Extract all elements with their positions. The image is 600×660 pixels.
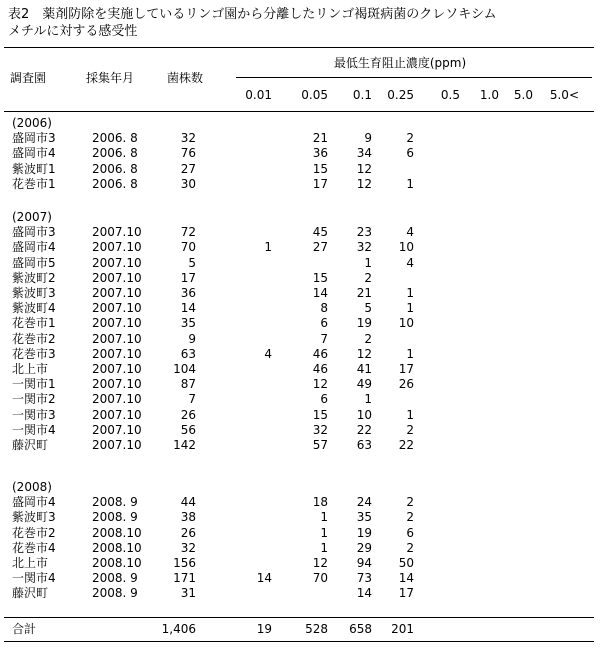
mic-value: 34 [356,146,372,160]
orchard-name: 一関市4 [12,571,56,585]
collection-date: 2008. 9 [92,510,138,524]
mic-value: 41 [356,362,372,376]
mic-value: 49 [356,377,372,391]
total-value: 19 [256,622,272,636]
total-value: 201 [391,622,414,636]
rule-subheader [236,77,592,78]
collection-date: 2007.10 [92,271,142,285]
header-concentration: 5.0 [513,88,533,102]
strain-count: 30 [180,177,196,191]
mic-value: 21 [312,131,328,145]
mic-value: 10 [356,408,372,422]
collection-date: 2007.10 [92,256,142,270]
collection-date: 2007.10 [92,225,142,239]
collection-date: 2007.10 [92,240,142,254]
strain-count: 36 [180,286,196,300]
mic-value: 12 [312,377,328,391]
mic-value: 8 [320,301,328,315]
mic-value: 14 [398,571,414,585]
mic-value: 45 [312,225,328,239]
mic-value: 36 [312,146,328,160]
orchard-name: 一関市2 [12,392,56,406]
mic-value: 32 [312,423,328,437]
mic-value: 2 [406,510,414,524]
mic-value: 6 [320,392,328,406]
header-mic-group: 最低生育阻止濃度(ppm) [333,56,467,70]
strain-count: 156 [173,556,196,570]
mic-value: 12 [356,347,372,361]
orchard-name: 藤沢町 [12,586,49,600]
mic-value: 17 [312,177,328,191]
orchard-name: 花巻市1 [12,177,56,191]
mic-value: 26 [398,377,414,391]
mic-value: 10 [398,316,414,330]
collection-date: 2007.10 [92,301,142,315]
mic-value: 2 [406,541,414,555]
mic-value: 94 [356,556,372,570]
mic-value: 29 [356,541,372,555]
mic-value: 1 [364,256,372,270]
header-count: 菌株数 [167,71,204,85]
orchard-name: 紫波町2 [12,271,56,285]
orchard-name: 盛岡市4 [12,495,56,509]
strain-count: 26 [180,408,196,422]
rule-header-bottom [4,111,594,112]
strain-count: 32 [180,541,196,555]
collection-date: 2008. 9 [92,495,138,509]
strain-count: 70 [180,240,196,254]
mic-value: 1 [364,392,372,406]
mic-value: 1 [320,541,328,555]
mic-value: 23 [356,225,372,239]
strain-count: 17 [180,271,196,285]
header-concentration: 5.0< [549,88,579,102]
strain-count: 72 [180,225,196,239]
orchard-name: 紫波町3 [12,510,56,524]
mic-value: 4 [406,225,414,239]
mic-value: 27 [312,240,328,254]
mic-value: 7 [320,332,328,346]
mic-value: 19 [356,526,372,540]
mic-value: 32 [356,240,372,254]
mic-value: 1 [406,286,414,300]
mic-value: 2 [406,131,414,145]
mic-value: 19 [356,316,372,330]
mic-value: 5 [364,301,372,315]
collection-date: 2007.10 [92,408,142,422]
mic-value: 4 [264,347,272,361]
mic-value: 22 [398,438,414,452]
header-concentration: 0.5 [440,88,460,102]
collection-date: 2006. 8 [92,131,138,145]
header-date: 採集年月 [86,71,135,85]
mic-value: 1 [406,301,414,315]
year-label: (2008) [12,480,52,494]
year-label: (2006) [12,116,52,130]
mic-value: 24 [356,495,372,509]
strain-count: 56 [180,423,196,437]
collection-date: 2008. 9 [92,571,138,585]
collection-date: 2007.10 [92,392,142,406]
mic-value: 14 [312,286,328,300]
orchard-name: 盛岡市3 [12,225,56,239]
collection-date: 2007.10 [92,347,142,361]
rule-total-top [4,617,594,618]
mic-value: 57 [312,438,328,452]
collection-date: 2006. 8 [92,177,138,191]
mic-value: 22 [356,423,372,437]
table-caption [8,6,593,40]
strain-count: 44 [180,495,196,509]
mic-value: 1 [406,408,414,422]
mic-value: 6 [320,316,328,330]
strain-count: 27 [180,162,196,176]
collection-date: 2007.10 [92,423,142,437]
strain-count: 35 [180,316,196,330]
header-orchard: 調査園 [10,71,47,85]
mic-value: 15 [312,162,328,176]
total-label: 合計 [12,622,37,636]
mic-value: 46 [312,362,328,376]
strain-count: 32 [180,131,196,145]
mic-value: 63 [356,438,372,452]
collection-date: 2006. 8 [92,146,138,160]
collection-date: 2008.10 [92,541,142,555]
strain-count: 76 [180,146,196,160]
total-value: 528 [305,622,328,636]
orchard-name: 北上市 [12,556,49,570]
orchard-name: 紫波町3 [12,286,56,300]
caption-line-1: 表2 薬剤防除を実施しているリンゴ園から分離したリンゴ褐斑病菌のクレソキシム [8,7,497,22]
strain-count: 171 [173,571,196,585]
mic-value: 12 [356,162,372,176]
mic-value: 2 [406,495,414,509]
collection-date: 2007.10 [92,362,142,376]
mic-value: 14 [356,586,372,600]
collection-date: 2007.10 [92,438,142,452]
mic-value: 4 [406,256,414,270]
mic-value: 1 [406,177,414,191]
mic-value: 17 [398,586,414,600]
orchard-name: 花巻市2 [12,526,56,540]
mic-value: 15 [312,408,328,422]
orchard-name: 一関市1 [12,377,56,391]
strain-count: 31 [180,586,196,600]
mic-value: 12 [356,177,372,191]
orchard-name: 花巻市2 [12,332,56,346]
mic-value: 70 [312,571,328,585]
header-concentration: 0.01 [245,88,272,102]
mic-value: 46 [312,347,328,361]
collection-date: 2008. 9 [92,586,138,600]
mic-value: 35 [356,510,372,524]
orchard-name: 一関市4 [12,423,56,437]
orchard-name: 紫波町1 [12,162,56,176]
collection-date: 2008.10 [92,556,142,570]
mic-value: 14 [256,571,272,585]
orchard-name: 花巻市1 [12,316,56,330]
total-count: 1,406 [161,622,196,636]
mic-value: 10 [398,240,414,254]
strain-count: 142 [173,438,196,452]
header-concentration: 0.1 [352,88,372,102]
mic-value: 73 [356,571,372,585]
orchard-name: 花巻市4 [12,541,56,555]
mic-value: 2 [406,423,414,437]
strain-count: 26 [180,526,196,540]
orchard-name: 花巻市3 [12,347,56,361]
collection-date: 2007.10 [92,286,142,300]
rule-top [4,47,594,48]
strain-count: 7 [188,392,196,406]
strain-count: 38 [180,510,196,524]
orchard-name: 一関市3 [12,408,56,422]
mic-value: 1 [406,347,414,361]
mic-value: 18 [312,495,328,509]
collection-date: 2007.10 [92,316,142,330]
mic-value: 17 [398,362,414,376]
caption-line-2: メチルに対する感受性 [8,24,138,39]
mic-value: 6 [406,526,414,540]
orchard-name: 盛岡市4 [12,146,56,160]
collection-date: 2007.10 [92,377,142,391]
strain-count: 104 [173,362,196,376]
mic-value: 1 [320,526,328,540]
orchard-name: 盛岡市4 [12,240,56,254]
header-concentration: 0.05 [301,88,328,102]
mic-value: 6 [406,146,414,160]
orchard-name: 紫波町4 [12,301,56,315]
strain-count: 14 [180,301,196,315]
header-concentration: 1.0 [479,88,499,102]
mic-value: 50 [398,556,414,570]
collection-date: 2006. 8 [92,162,138,176]
orchard-name: 藤沢町 [12,438,49,452]
mic-value: 12 [312,556,328,570]
strain-count: 87 [180,377,196,391]
mic-value: 1 [264,240,272,254]
orchard-name: 盛岡市3 [12,131,56,145]
collection-date: 2007.10 [92,332,142,346]
mic-value: 2 [364,332,372,346]
total-value: 658 [349,622,372,636]
mic-value: 21 [356,286,372,300]
strain-count: 5 [188,256,196,270]
orchard-name: 盛岡市5 [12,256,56,270]
collection-date: 2008.10 [92,526,142,540]
strain-count: 63 [180,347,196,361]
orchard-name: 北上市 [12,362,49,376]
mic-value: 9 [364,131,372,145]
mic-value: 15 [312,271,328,285]
mic-value: 1 [320,510,328,524]
strain-count: 9 [188,332,196,346]
mic-value: 2 [364,271,372,285]
rule-bottom [4,641,594,642]
header-concentration: 0.25 [387,88,414,102]
year-label: (2007) [12,210,52,224]
